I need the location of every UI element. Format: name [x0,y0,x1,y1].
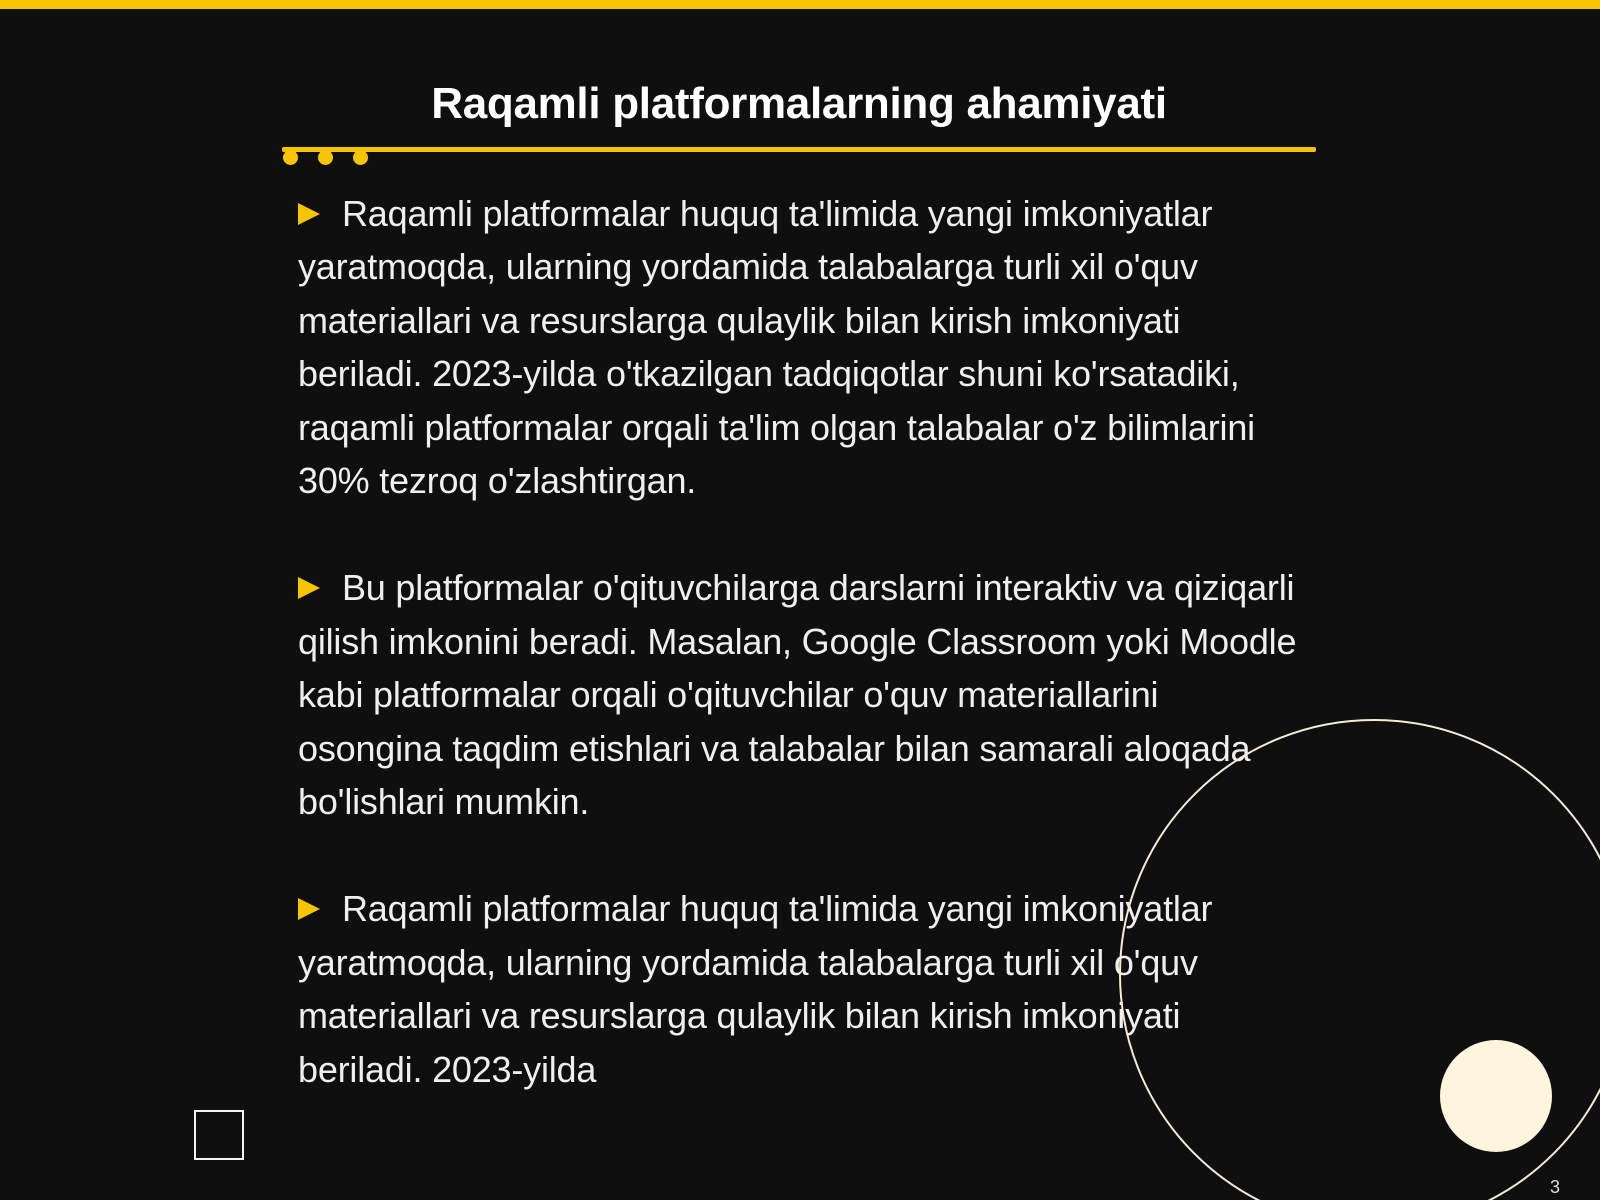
decorative-circle-filled [1440,1040,1552,1152]
triangle-right-icon [298,898,320,920]
triangle-right-icon [298,203,320,225]
bullet-paragraph [298,561,1308,828]
accent-dot-2 [318,150,333,165]
triangle-right-icon [298,577,320,599]
slide-title: Raqamli platformalarning ahamiyati [431,79,1167,128]
paragraph-text: Raqamli platformalar huquq ta'limida yangi imkoniyatlar yaratmoqda, ularning yordamida talabalarga turli xil o'quv materiallari va resurslarga qulaylik bilan kirish imkoniyati beriladi. 2023-yilda [298,888,1213,1090]
page-number: 3 [1550,1177,1561,1197]
bullet-paragraph [298,187,1308,507]
slide-body [298,187,1308,1150]
paragraph-text: Bu platformalar o'qituvchilarga darslarni interaktiv va qiziqarli qilish imkonini beradi. Masalan, Google Classroom yoki Moodle kabi platformalar orqali o'qituvchilar o'quv materiallarini osongina taqdim etishlari va talabalar bilan samarali aloqada bo'lishlari mumkin. [298,567,1297,823]
top-accent-bar [0,0,1600,9]
decorative-square-outline [194,1110,244,1160]
title-underline [282,147,1316,152]
accent-dot-1 [283,150,298,165]
accent-dot-3 [353,150,368,165]
bullet-paragraph [298,882,1308,1096]
paragraph-text: Raqamli platformalar huquq ta'limida yangi imkoniyatlar yaratmoqda, ularning yordamida talabalarga turli xil o'quv materiallari va resurslarga qulaylik bilan kirish imkoniyati beriladi. 2023-yilda o'tkazilgan tadqiqotlar shuni ko'rsatadiki, raqamli platformalar orqali ta'lim olgan talabalar o'z bilimlarini 30% tezroq o'zlashtirgan. [298,193,1255,502]
